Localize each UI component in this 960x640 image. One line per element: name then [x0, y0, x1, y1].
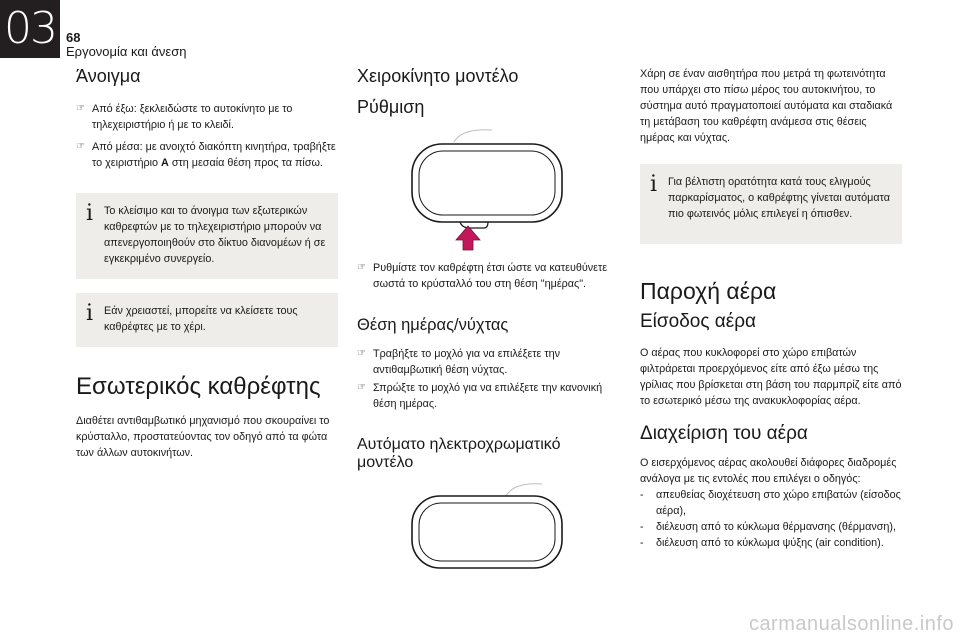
list-item: - διέλευση από το κύκλωμα θέρμανσης (θέρμανση), — [640, 521, 897, 533]
paragraph: Ο εισερχόμενος αέρας ακολουθεί διάφορες διαδρομές ανάλογα με τις εντολές που επιλέγει ο οδηγός: — [640, 457, 897, 485]
paragraph: Ο αέρας που κυκλοφορεί στο χώρο επιβατών φιλτράρεται προερχόμενος είτε από έξω μέσω της γρίλιας που βρίσκεται στη βάση του παρμπρίζ είτε από το εσωτερικό μέσω της ανακυκλοφορίας αέρα. — [640, 347, 902, 407]
bullet-arrow-icon: ☞ — [357, 382, 366, 393]
section-subtitle: Ρύθμιση — [357, 97, 425, 117]
section-title: Εσωτερικός καθρέφτης — [76, 373, 321, 400]
pink-arrow-icon — [456, 226, 480, 250]
column-2 — [357, 64, 617, 570]
section-subtitle: Διαχείριση του αέρα — [640, 423, 808, 444]
chapter-title: Εργονομία και άνεση — [66, 44, 187, 59]
list-item: ☞ Τραβήξτε το μοχλό για να επιλέξετε την αντιθαμβωτική θέση νύχτας. — [357, 348, 561, 376]
info-icon: i — [650, 172, 658, 197]
paragraph: Διαθέτει αντιθαμβωτικό μηχανισμό που σκουραίνει το κρύσταλλο, προστατεύοντας τον οδηγό από τα φώτα των άλλων αυτοκινήτων. — [76, 415, 330, 459]
watermark: carmanualsonline.info — [748, 613, 954, 635]
section-title: Χειροκίνητο μοντέλο — [357, 66, 519, 86]
list-item: ☞ Από μέσα: με ανοιχτό διακόπτη κινητήρα, τραβήξτε το χειριστήριο A στη μεσαία θέση προς τα πίσω. — [76, 141, 336, 169]
info-box: i Το κλείσιμο και το άνοιγμα των εξωτερικών καθρεφτών με το τηλεχειριστήριο μπορούν να απενεργοποιηθούν στο δίκτυο διανομέων ή σε εγκεκριμένο συνεργείο. — [76, 193, 338, 279]
section-subtitle: Θέση ημέρας/νύχτας — [357, 316, 509, 334]
list-item: - διέλευση από το κύκλωμα ψύξης (air condition). — [640, 537, 884, 549]
chapter-number: 03 — [0, 0, 60, 58]
bullet-arrow-icon: ☞ — [357, 348, 366, 359]
column-3 — [640, 64, 904, 551]
info-icon: i — [86, 301, 94, 326]
info-box: i Για βέλτιστη ορατότητα κατά τους ελιγμούς παρκαρίσματος, ο καθρέφτης γίνεται αυτόματα πιο φωτεινός μόλις επιλεγεί η όπισθεν. — [640, 164, 902, 244]
opening-title: Άνοιγμα — [76, 66, 141, 86]
info-icon: i — [86, 201, 94, 226]
section-subtitle: Είσοδος αέρα — [640, 311, 757, 332]
mirror-illustration — [402, 478, 572, 570]
bullet-arrow-icon: ☞ — [357, 262, 366, 273]
bullet-arrow-icon: ☞ — [76, 141, 85, 152]
list-item: ☞ Σπρώξτε το μοχλό για να επιλέξετε την κανονική θέση ημέρας. — [357, 382, 603, 410]
section-title: Παροχή αέρα — [640, 278, 777, 304]
paragraph: Χάρη σε έναν αισθητήρα που μετρά τη φωτεινότητα που υπάρχει στο πίσω μέρος του αυτοκινήτου, το σύστημα αυτό πραγματοποιεί αυτόματα και σταδιακά τη μετάβαση του καθρέφτη ανάμεσα στις θέσεις ημέρας και νύχτας. — [640, 68, 893, 144]
column-1 — [76, 64, 338, 469]
section-subtitle: Αυτόματο ηλεκτροχρωματικό μοντέλο — [357, 436, 561, 471]
list-item: ☞ Από έξω: ξεκλειδώστε το αυτοκίνητο με το τηλεχειριστήριο ή με το κλειδί. — [76, 103, 293, 131]
bullet-arrow-icon: ☞ — [76, 103, 85, 114]
list-item: ☞ Ρυθμίστε τον καθρέφτη έτσι ώστε να κατευθύνετε σωστά το κρύσταλλό του στη θέση "ημέρας". — [357, 262, 608, 290]
list-item: - απευθείας διοχέτευση στο χώρο επιβατών (είσοδος αέρα), — [640, 489, 901, 517]
mirror-illustration — [402, 122, 572, 252]
page-number: 68 — [66, 30, 81, 45]
info-box: i Εάν χρειαστεί, μπορείτε να κλείσετε τους καθρέφτες με το χέρι. — [76, 293, 338, 347]
